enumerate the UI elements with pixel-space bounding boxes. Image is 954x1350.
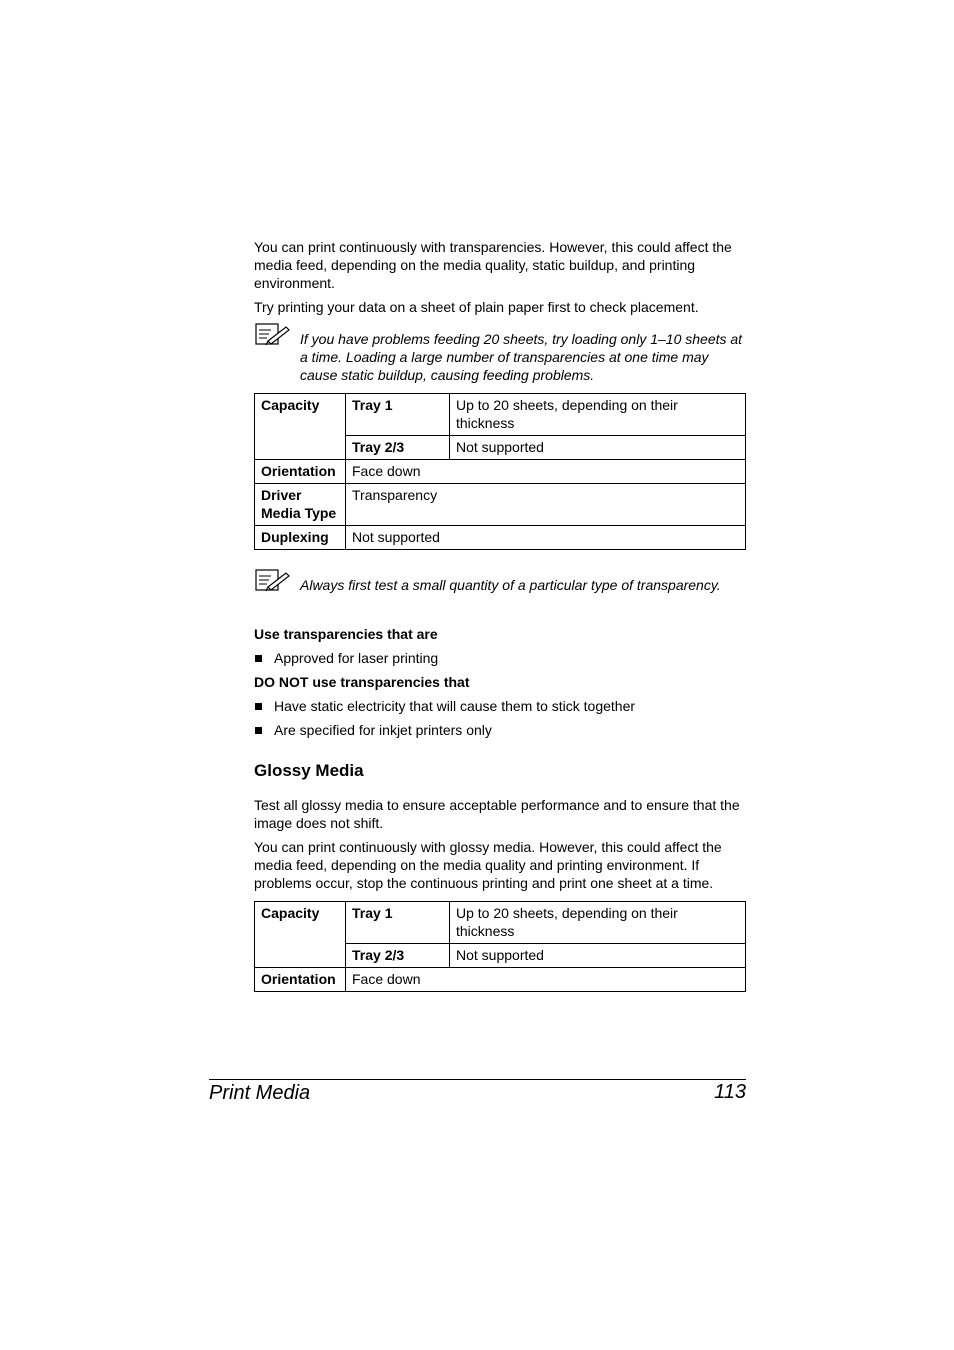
do-not-heading: DO NOT use transparencies that: [254, 674, 470, 690]
tray23-label: Tray 2/3: [346, 436, 450, 460]
tray1-label: Tray 1: [346, 394, 450, 436]
tray1-value: Up to 20 sheets, depending on their thickness: [450, 902, 746, 944]
tray1-value: Up to 20 sheets, depending on their thickness: [450, 394, 746, 436]
intro-paragraph-2: Try printing your data on a sheet of plain paper first to check placement.: [254, 299, 699, 315]
table-row: [255, 968, 746, 992]
orientation-label: Orientation: [255, 460, 346, 484]
tray23-value: Not supported: [450, 436, 746, 460]
list-item-text: Have static electricity that will cause them to stick together: [274, 698, 636, 714]
list-item: [254, 649, 746, 667]
bullet-square-icon: [255, 655, 262, 662]
glossy-spec-table: [254, 901, 746, 992]
section-heading-glossy-media: Glossy Media: [254, 761, 364, 780]
footer-rule: [209, 1079, 746, 1080]
note-1-text: If you have problems feeding 20 sheets, try loading only 1–10 sheets at a time. Loading a large number of transparencies at one time may cause static buildup, causing feeding problems.: [300, 331, 743, 383]
capacity-label: Capacity: [255, 394, 346, 460]
note-2: [254, 568, 746, 596]
use-heading: Use transparencies that are: [254, 626, 438, 642]
orientation-value: Face down: [346, 968, 746, 992]
note-pencil-icon: [254, 568, 290, 592]
duplexing-value: Not supported: [346, 526, 746, 550]
list-item-text: Are specified for inkjet printers only: [274, 722, 492, 738]
glossy-paragraph-2: You can print continuously with glossy media. However, this could affect the media feed, depending on the media quality and printing environment. If problems occur, stop the continuous printing and print one sheet at a time.: [254, 839, 722, 891]
table-row: [255, 394, 746, 436]
note-2-text: Always first test a small quantity of a particular type of transparency.: [300, 577, 721, 593]
driver-media-type-label: Driver Media Type: [255, 484, 346, 526]
duplexing-label: Duplexing: [255, 526, 346, 550]
orientation-value: Face down: [346, 460, 746, 484]
note-pencil-icon: [254, 322, 290, 346]
intro-paragraph-1: You can print continuously with transparencies. However, this could affect the media feed, depending on the media quality, static buildup, and printing environment.: [254, 239, 732, 291]
bullet-square-icon: [255, 703, 262, 710]
list-item-text: Approved for laser printing: [274, 650, 439, 666]
driver-media-type-value: Transparency: [346, 484, 746, 526]
table-row: [255, 902, 746, 944]
tray23-label: Tray 2/3: [346, 944, 450, 968]
note-1: [254, 322, 746, 386]
list-item: [254, 697, 746, 715]
transparency-spec-table: [254, 393, 746, 550]
list-item: [254, 721, 746, 739]
table-row: [255, 460, 746, 484]
tray23-value: Not supported: [450, 944, 746, 968]
page-number: 113: [714, 1081, 746, 1103]
table-row: [255, 484, 746, 526]
orientation-label: Orientation: [255, 968, 346, 992]
capacity-label: Capacity: [255, 902, 346, 968]
table-row: [255, 526, 746, 550]
tray1-label: Tray 1: [346, 902, 450, 944]
footer-title: Print Media: [209, 1082, 311, 1104]
bullet-square-icon: [255, 727, 262, 734]
glossy-paragraph-1: Test all glossy media to ensure acceptable performance and to ensure that the image does not shift.: [254, 797, 740, 831]
